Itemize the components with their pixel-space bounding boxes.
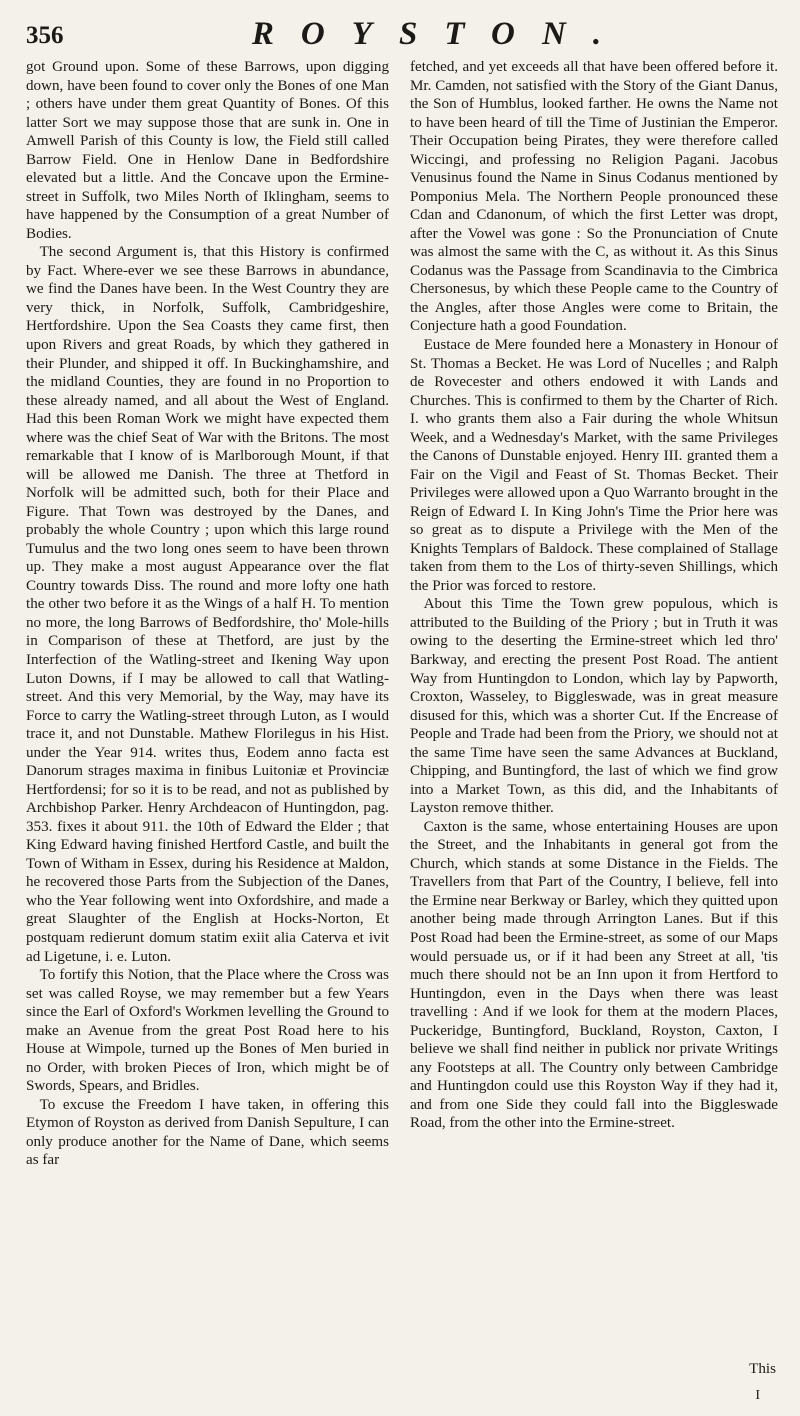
paragraph: About this Time the Town grew populous, which is attributed to the Building of the Priory ; but in Truth it was owing to the deserting the Ermine-street which led thro' Barkway, and erecting the present Post Road. The antient Way from Huntingdon to London, which lay by Papworth, Croxton, Wasseley, to Biggleswade, was in great measure disused for this, which was a shorter Cut. If the Encrease of People and Trade had been from the Priory, we should not at the same Time have seen the same Advances at Buckland, Chipping, and Buntingford, the last of which we find grow into a Market Town, as this did, and the Inhabitants of Layston remove thither. [410,596,778,817]
running-head: ROYSTON. [251,16,629,52]
right-column [410,58,778,1402]
paragraph: To fortify this Notion, that the Place where the Cross was set was called Royse, we may remember but a few Years since the Earl of Oxford's Workmen levelling the Ground to make an Avenue from the great Post Road here to his House at Wimpole, turned up the Bones of Men buried in no Order, with broken Pieces of Iron, which might be of Swords, Spears, and Bridles. [26,967,389,1095]
left-column [26,58,389,1402]
catchword: This [749,1361,776,1377]
paragraph: Eustace de Mere founded here a Monastery in Honour of St. Thomas a Becket. He was Lord of Nucelles ; and Ralph de Rovecester and others endowed it with Lands and Churches. This is confirmed to them by the Charter of Rich. I. who grants them also a Fair during the whole Whitsun Week, and a Wednesday's Market, with the same Privileges the Canons of Dunstable enjoyed. Henry III. granted them a Fair on the Vigil and Feast of St. Thomas Becket. Their Privileges were allowed upon a Quo Warranto brought in the Reign of Edward I. In King John's Time the Prior here was so great as to dispute a Privilege with the Men of the Knights Templars of Baldock. These complained of Stallage taken from them to the Los of thirty-seven Shillings, which the Prior was forced to restore. [410,336,778,594]
paragraph: The second Argument is, that this History is confirmed by Fact. Where-ever we see these Barrows in abundance, we find the Danes have been. In the West Country they are very thick, in Norfolk, Suffolk, Cambridgeshire, Hertfordshire. Upon the Sea Coasts they came first, then upon Rivers and great Roads, by which they gathered in their Plunder, and shipped it off. In Buckinghamshire, and the midland Counties, they are found in no Proportion to these already named, and all about the West of England. Had this been Roman Work we might have expected them where was the chief Seat of War with the Britons. The most remarkable that I know of is Marlborough Mount, if that will be allowed me Danish. The three at Thetford in Norfolk will be admitted such, both for their Place and Figure. That Town was destroyed by the Danes, and probably the whole Country ; upon which this large round Tumulus and the two long ones seem to have been thrown up. They make a most august Appearance over the flat Country towards Diss. The round and more lofty one hath the other two before it as the Wings of a half H. To mention no more, the long Barrows of Bedfordshire, tho' Mole-hills in Comparison of these at Thetford, are just by the Interfection of the Watling-street and Ikening Way upon Luton Downs, if I may be allowed to call that Watling-street. And this very Memorial, by the Way, may have its Force to carry the Watling-street through Luton, as I would trace it, and not Dunstable. Mathew Florilegus in his Hist. under the Year 914. writes thus, Eodem anno facta est Danorum strages maxima in finibus Luitoniæ et Provinciæ Hertfordensi; for so it is to be read, and not as published by Archbishop Parker. Henry Archdeacon of Huntingdon, pag. 353. fixes it about 911. the 10th of Edward the Elder ; that King Edward having finished Hertford Castle, and built the Town of Witham in Essex, during his Residence at Maldon, he recovered those Parts from the Subjection of the Danes, who the Year following went into Oxfordshire, and made a great Slaughter of the English at Hocks-Norton, Et postquam redierunt domum statim exiit alia Caterva et ivit ad Ligetune, i. e. Luton. [26,244,389,965]
paragraph: Caxton is the same, whose entertaining Houses are upon the Street, and the Inhabitants in general got from the Church, which stands at some Distance in the Fields. The Travellers from that Part of the Country, I believe, fell into the Ermine near Berkway or Barley, which they quitted upon another being made through Arrington Lanes. But if this Post Road had been the Ermine-street, as some of our Maps would persuade us, or if it had been any Street at all, 'tis much there should not be an Inn upon it from Hertford to Huntingdon, even in the Days when there was least travelling : And if we look for them at the modern Places, Puckeridge, Buntingford, Buckland, Royston, Caxton, I believe we shall find neither in publick nor private Writings any Footsteps at all. The Country only between Cambridge and Huntingdon could use this Royston Way if they had it, and from one Side they could fall into the Biggleswade Road, from the other into the Ermine-street. [410,818,778,1132]
page-number: 356 [26,22,64,49]
signature-mark: I [755,1388,760,1403]
page-header [26,10,774,60]
paragraph: To excuse the Freedom I have taken, in offering this Etymon of Royston as derived from Danish Sepulture, I can only produce another for the Name of Dane, which seems as far [26,1096,389,1169]
paragraph: fetched, and yet exceeds all that have been offered before it. Mr. Camden, not satisfied with the Story of the Giant Danus, the Son of Humblus, looked farther. He owns the Name not to have been heard of till the Time of Justinian the Emperor. Their Occupation being Pirates, they were therefore called Wiccingi, and professing no Religion Pagani. Jacobus Venusinus found the Name in Sinus Codanus mentioned by Pomponius Mela. The Northern People pronounced these Cdan and Cdanonum, of which the first Letter was dropt, after the Vowel was gone : So the Pronunciation of Cnute was almost the same with the C, as without it. As this Sinus Codanus was the Passage from Scandinavia to the Cimbrica Chersonesus, by which these People came to the Country of the Angles, after those Angles were come to Britain, the Conjecture hath a good Foundation. [410,59,778,335]
paragraph: got Ground upon. Some of these Barrows, upon digging down, have been found to cover only the Bones of one Man ; others have under them great Quantity of Bones. Of this latter Sort we may suppose those that are sunk in. One in Amwell Parish of this County is low, the Field still called Barrow Field. One in Henlow Dane in Bedfordshire elevated but a little. And the Concave upon the Ermine-street in Suffolk, two Miles North of Iklingham, seems to have happened by the Consumption of a great Number of Bodies. [26,59,389,242]
